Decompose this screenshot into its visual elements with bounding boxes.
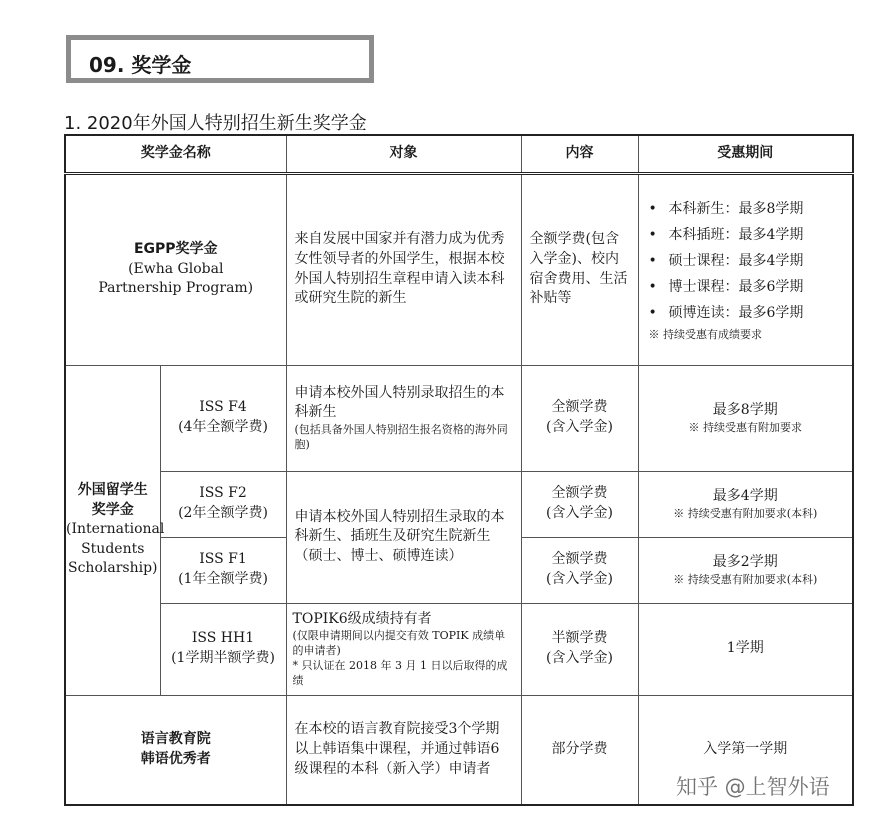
iss-hh1-content-cell	[521, 603, 638, 695]
iss-f1-code: ISS F1	[199, 551, 247, 568]
section-heading-box	[66, 35, 374, 83]
egpp-period-item: • 硕士课程：最多4学期	[649, 249, 853, 275]
iss-f4-content-2: (含入学金)	[546, 419, 613, 435]
lang-content: 部分学费	[521, 695, 638, 805]
iss-hh1-content-2: (含入学金)	[546, 650, 613, 666]
iss-f4-target-cell	[286, 365, 521, 471]
iss-f4-row	[65, 365, 853, 471]
iss-f2-content-cell	[521, 471, 638, 537]
iss-hh1-target-note-2: * 只认证在 2018 年 3 月 1 日以后取得的成绩	[292, 658, 508, 687]
iss-hh1-period: 1学期	[638, 603, 853, 695]
egpp-period-item: • 硕博连读：最多6学期	[649, 301, 853, 327]
egpp-name-en-2: Partnership Program)	[98, 280, 254, 297]
iss-hh1-content-1: 半额学费	[551, 630, 608, 647]
table-subtitle: 1. 2020年外国人特别招生新生奖学金	[64, 113, 367, 134]
header-name: 奖学金名称	[65, 135, 286, 173]
egpp-name-en-1: (Ewha Global	[128, 260, 224, 277]
iss-f1-content-1: 全额学费	[551, 551, 608, 568]
iss-f4-content-cell	[521, 365, 638, 471]
iss-f1-name-cell	[160, 537, 286, 603]
egpp-period-item: • 本科插班：最多4学期	[649, 223, 853, 249]
iss-hh1-name-cell	[160, 603, 286, 695]
iss-hh1-code: ISS HH1	[191, 630, 255, 647]
egpp-name-cell	[65, 173, 286, 365]
egpp-period-item: • 本科新生：最多8学期	[649, 197, 853, 223]
iss-f1-desc: (1年全额学费)	[178, 571, 268, 587]
egpp-row	[65, 173, 853, 365]
lang-name-1: 语言教育院	[140, 731, 211, 748]
lang-target: 在本校的语言教育院接受3个学期以上韩语集中课程，并通过韩语6级课程的本科（新入学）申请者	[286, 695, 521, 805]
iss-f2-desc: (2年全额学费)	[178, 505, 268, 521]
iss-f1-period: 最多2学期	[712, 553, 778, 570]
egpp-target: 来自发展中国家并有潜力成为优秀女性领导者的外国学生，根据本校外国人特别招生章程申请入读本科或研究生院的新生	[286, 173, 521, 365]
watermark-text: 知乎 @上智外语	[676, 775, 830, 799]
egpp-period-cell	[638, 173, 853, 365]
iss-hh1-target-cell	[286, 603, 521, 695]
iss-f4-period: 最多8学期	[712, 401, 778, 418]
iss-f1-period-cell	[638, 537, 853, 603]
iss-group-cell	[65, 365, 165, 695]
iss-f2-period: 最多4学期	[712, 487, 778, 504]
header-content: 内容	[521, 135, 638, 173]
header-period: 受惠期间	[638, 135, 853, 173]
iss-f4-name-cell	[160, 365, 286, 471]
iss-f2-name-cell	[160, 471, 286, 537]
iss-f2-content-1: 全额学费	[551, 485, 608, 502]
iss-hh1-desc: (1学期半额学费)	[171, 650, 275, 666]
header-target: 对象	[286, 135, 521, 173]
scholarship-table	[64, 134, 854, 806]
iss-group-en-3: Scholarship)	[68, 560, 158, 577]
iss-f1-content-cell	[521, 537, 638, 603]
egpp-content: 全额学费(包含入学金)、校内宿舍费用、生活补贴等	[521, 173, 638, 365]
egpp-period-item: • 博士课程：最多6学期	[649, 275, 853, 301]
iss-hh1-target: TOPIK6级成绩持有者	[292, 610, 432, 627]
iss-f2-period-cell	[638, 471, 853, 537]
iss-f4-target: 申请本校外国人特别录取招生的本科新生	[294, 384, 505, 421]
iss-f2-period-note: ※ 持续受惠有附加要求(本科)	[673, 507, 818, 521]
iss-f2-row	[65, 471, 853, 537]
iss-group-en-1: (International	[66, 521, 165, 538]
lang-name-2: 韩语优秀者	[140, 750, 211, 767]
egpp-period-note: ※ 持续受惠有成绩要求	[648, 327, 762, 341]
iss-f4-period-cell	[638, 365, 853, 471]
iss-f1-period-note: ※ 持续受惠有附加要求(本科)	[673, 573, 818, 587]
egpp-period-list	[639, 197, 853, 326]
iss-group-en-2: Students	[81, 540, 145, 557]
header-row	[65, 135, 853, 173]
iss-f4-code: ISS F4	[199, 399, 247, 416]
iss-hh1-target-note-1: (仅限申请期间以内提交有效 TOPIK 成绩单的申请者)	[292, 629, 506, 657]
egpp-name-cn: EGPP奖学金	[133, 241, 218, 258]
iss-group-cn-1: 外国留学生	[77, 482, 148, 499]
iss-f1-content-2: (含入学金)	[546, 571, 613, 587]
iss-f4-target-note: (包括具备外国人特别招生报名资格的海外同胞)	[294, 422, 508, 451]
lang-name-cell	[65, 695, 286, 805]
section-title: 09. 奖学金	[89, 53, 192, 77]
iss-f4-content-1: 全额学费	[551, 399, 608, 416]
iss-f2-content-2: (含入学金)	[546, 505, 613, 521]
lang-period: 入学第一学期	[638, 695, 853, 805]
iss-f2f1-target: 申请本校外国人特别招生录取的本科新生、插班生及研究生院新生（硕士、博士、硕博连读）	[286, 471, 521, 603]
iss-f4-period-note: ※ 持续受惠有附加要求	[688, 421, 802, 435]
iss-group-cn-2: 奖学金	[91, 501, 134, 518]
iss-f2-code: ISS F2	[199, 485, 247, 502]
iss-f4-desc: (4年全额学费)	[178, 419, 268, 435]
iss-hh1-row	[65, 603, 853, 695]
